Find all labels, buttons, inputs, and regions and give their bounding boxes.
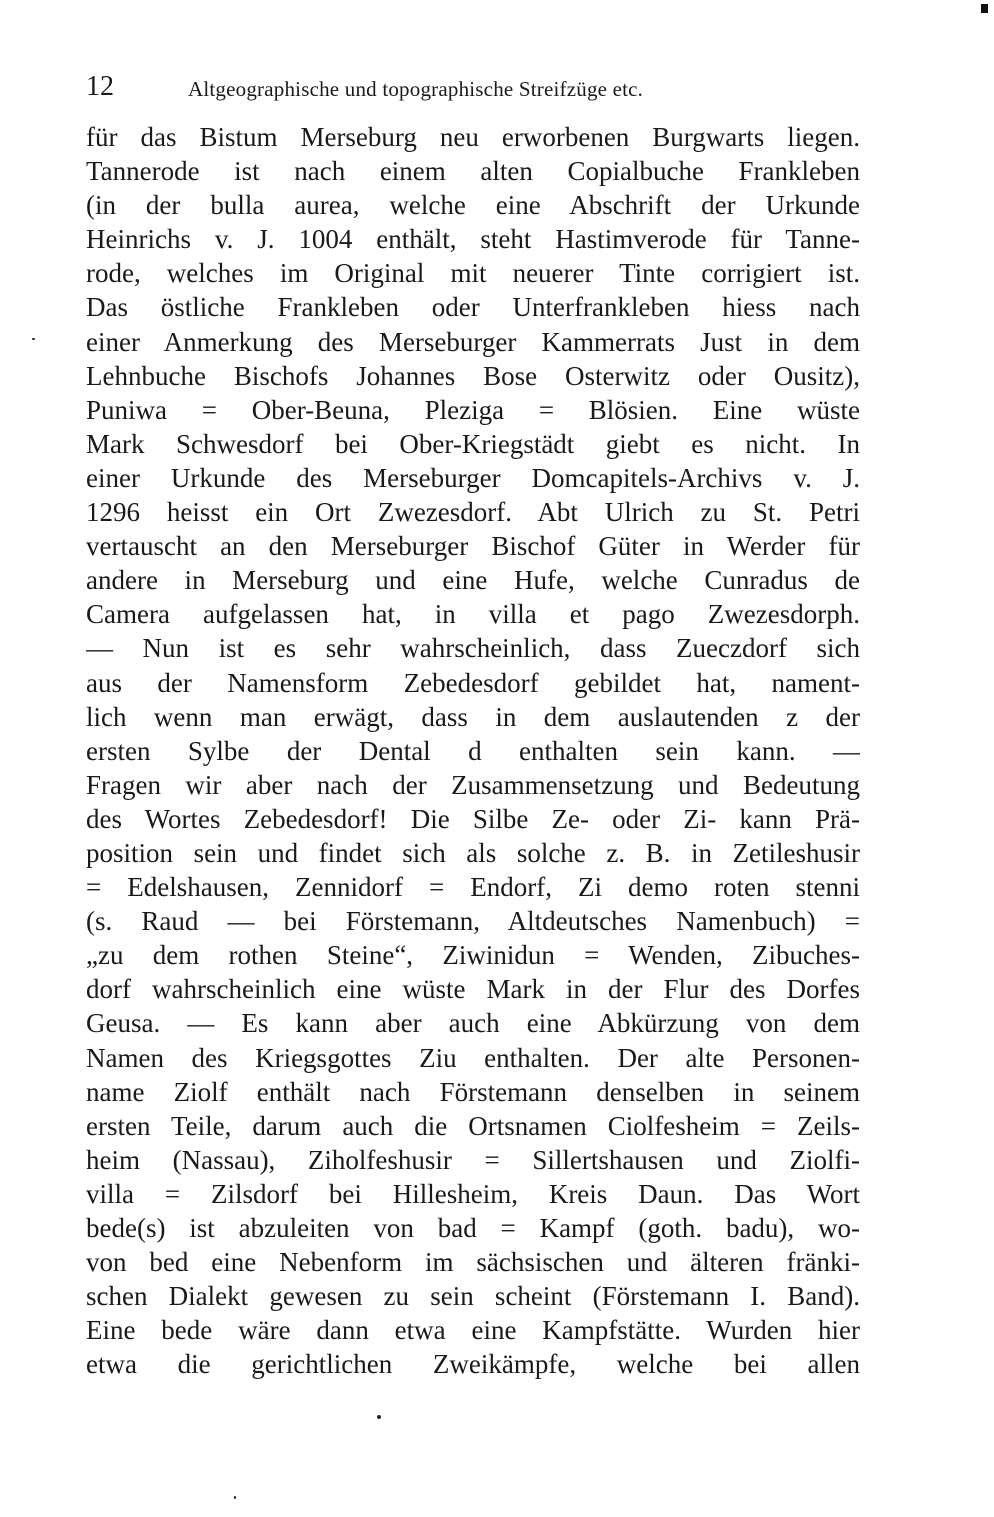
text-line: etwa die gerichtlichen Zweikämpfe, welche bei allen bbox=[86, 1349, 860, 1380]
text-line: dorf wahrscheinlich eine wüste Mark in der Flur des Dorfes bbox=[86, 974, 860, 1005]
text-line: (s. Raud — bei Förstemann, Altdeutsches Namenbuch) = bbox=[86, 906, 860, 937]
text-line: Tannerode ist nach einem alten Copialbuche Frankleben bbox=[86, 156, 860, 187]
text-line: villa = Zilsdorf bei Hillesheim, Kreis Daun. Das Wort bbox=[86, 1178, 860, 1209]
text-line: 1296 heisst ein Ort Zwezesdorf. Abt Ulrich zu St. Petri bbox=[86, 497, 860, 528]
text-line: lich wenn man erwägt, dass in dem auslautenden z der bbox=[86, 701, 860, 732]
text-line: rode, welches im Original mit neuerer Tinte corrigiert ist. bbox=[86, 258, 860, 289]
text-line: schen Dialekt gewesen zu sein scheint (Förstemann I. Band). bbox=[86, 1281, 860, 1312]
text-line: von bed eine Nebenform im sächsischen und älteren fränki- bbox=[86, 1247, 860, 1278]
text-line: Puniwa = Ober-Beuna, Pleziga = Blösien. Eine wüste bbox=[86, 394, 860, 425]
text-line: position sein und findet sich als solche z. B. in Zetileshusir bbox=[86, 837, 860, 868]
text-line: bede(s) ist abzuleiten von bad = Kampf (goth. badu), wo- bbox=[86, 1213, 860, 1243]
text-line: aus der Namensform Zebedesdorf gebildet hat, nament- bbox=[86, 667, 860, 698]
text-line: Namen des Kriegsgottes Ziu enthalten. Der alte Personen- bbox=[86, 1042, 860, 1073]
text-line: = Edelshausen, Zennidorf = Endorf, Zi demo roten stenni bbox=[86, 872, 860, 903]
scan-speck bbox=[234, 1496, 236, 1499]
text-line: Geusa. — Es kann aber auch eine Abkürzung von dem bbox=[86, 1008, 860, 1039]
text-line: für das Bistum Merseburg neu erworbenen Burgwarts liegen. bbox=[86, 122, 860, 152]
text-line: einer Urkunde des Merseburger Domcapitels-Archivs v. J. bbox=[86, 462, 860, 493]
text-line: — Nun ist es sehr wahrscheinlich, dass Zueczdorf sich bbox=[86, 633, 860, 664]
text-line: Lehnbuche Bischofs Johannes Bose Osterwitz oder Ousitz), bbox=[86, 360, 860, 391]
text-line: Fragen wir aber nach der Zusammensetzung und Bedeutung bbox=[86, 769, 860, 800]
scan-corner-mark bbox=[981, 4, 988, 13]
running-title: Altgeographische und topographische Streifzüge etc. bbox=[188, 77, 644, 101]
text-line: ersten Sylbe der Dental d enthalten sein kann. — bbox=[86, 735, 860, 766]
scan-speck bbox=[377, 1415, 381, 1419]
text-line: des Wortes Zebedesdorf! Die Silbe Ze- oder Zi- kann Prä- bbox=[86, 803, 860, 834]
text-line: name Ziolf enthält nach Förstemann denselben in seinem bbox=[86, 1076, 860, 1107]
text-line: Das östliche Frankleben oder Unterfrankleben hiess nach bbox=[86, 292, 860, 323]
text-line: ersten Teile, darum auch die Ortsnamen Ciolfesheim = Zeils- bbox=[86, 1110, 860, 1141]
text-line: Camera aufgelassen hat, in villa et pago Zwezesdorph. bbox=[86, 599, 860, 630]
text-line: Heinrichs v. J. 1004 enthält, steht Hastimverode für Tanne- bbox=[86, 224, 860, 255]
text-line: „zu dem rothen Steine“, Ziwinidun = Wenden, Zibuches- bbox=[86, 940, 860, 971]
page-number: 12 bbox=[86, 71, 114, 102]
scan-speck bbox=[32, 338, 35, 340]
text-line: Mark Schwesdorf bei Ober-Kriegstädt giebt es nicht. In bbox=[86, 428, 860, 459]
text-line: andere in Merseburg und eine Hufe, welche Cunradus de bbox=[86, 565, 860, 596]
text-line: Eine bede wäre dann etwa eine Kampfstätte. Wurden hier bbox=[86, 1315, 860, 1346]
body-text bbox=[86, 120, 860, 1381]
text-line: einer Anmerkung des Merseburger Kammerrats Just in dem bbox=[86, 326, 860, 357]
text-line: (in der bulla aurea, welche eine Abschrift der Urkunde bbox=[86, 190, 860, 221]
text-line: vertauscht an den Merseburger Bischof Güter in Werder für bbox=[86, 531, 860, 562]
page-header bbox=[86, 70, 866, 104]
text-line: heim (Nassau), Ziholfeshusir = Sillertshausen und Ziolfi- bbox=[86, 1144, 860, 1175]
